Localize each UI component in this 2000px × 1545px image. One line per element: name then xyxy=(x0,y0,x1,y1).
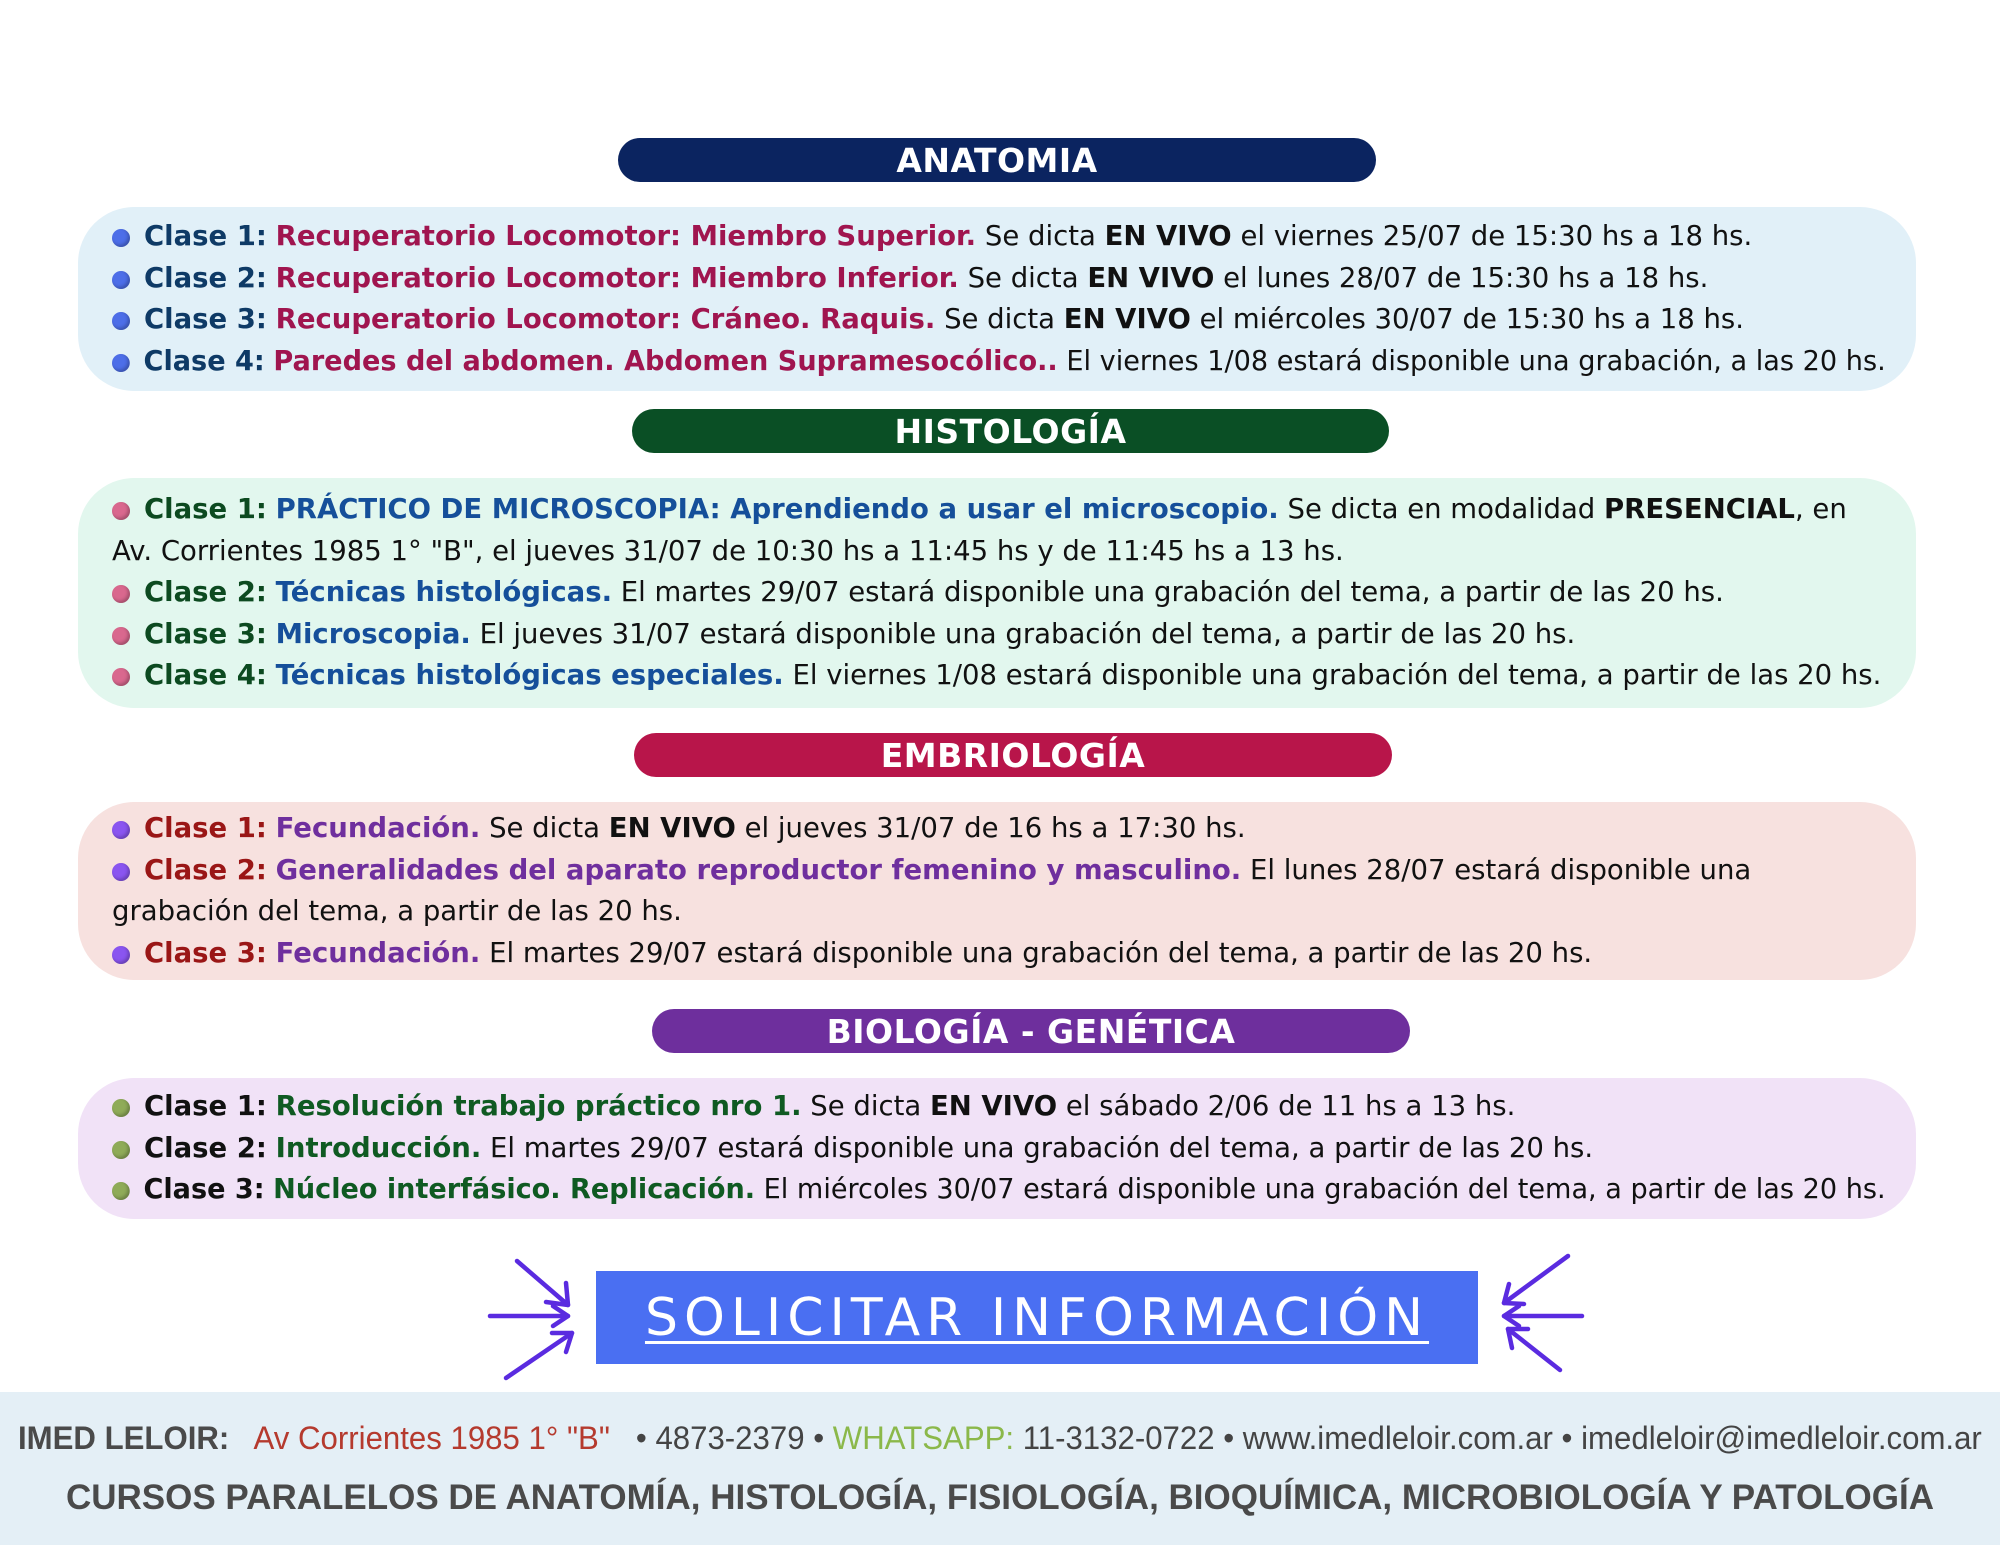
cta-label: SOLICITAR INFORMACIÓN xyxy=(644,1287,1430,1348)
right-arrow-group-icon xyxy=(1504,1256,1582,1370)
class-label: Clase 4: xyxy=(143,344,265,377)
class-detail: Se dicta en modalidad xyxy=(1287,493,1596,526)
class-detail: El jueves 31/07 estará disponible una grabación del tema, a partir de las 20 hs. xyxy=(479,617,1576,650)
class-detail: Se dicta xyxy=(944,303,1056,335)
class-label: Clase 4: xyxy=(144,659,267,692)
class-topic: Recuperatorio Locomotor: Miembro Inferior. xyxy=(275,261,959,294)
class-topic: Generalidades del aparato reproductor femenino y masculino. xyxy=(275,853,1242,886)
class-detail: El martes 29/07 estará disponible una grabación del tema, a partir de las 20 hs. xyxy=(620,576,1724,609)
solicitar-informacion-button[interactable] xyxy=(590,1265,1484,1370)
class-topic: Recuperatorio Locomotor: Miembro Superior. xyxy=(275,220,977,252)
class-topic: Técnicas histológicas. xyxy=(275,576,613,609)
class-mode: EN VIVO xyxy=(1104,220,1232,252)
class-detail: el miércoles 30/07 de 15:30 hs a 18 hs. xyxy=(1199,303,1744,335)
class-detail: el viernes 25/07 de 15:30 hs a 18 hs. xyxy=(1240,220,1753,252)
class-detail: Se dicta xyxy=(489,812,601,844)
class-topic: PRÁCTICO DE MICROSCOPIA: Aprendiendo a usar el microscopio. xyxy=(275,493,1279,526)
class-topic: Núcleo interfásico. Replicación. xyxy=(273,1173,756,1206)
class-topic: Fecundación. xyxy=(275,936,481,969)
class-detail: Se dicta xyxy=(967,261,1079,294)
class-detail: El martes 29/07 estará disponible una grabación del tema, a partir de las 20 hs. xyxy=(490,1131,1594,1164)
class-topic: Resolución trabajo práctico nro 1. xyxy=(275,1090,802,1123)
footer-phone: • 4873-2379 • xyxy=(635,1420,825,1456)
class-detail: el lunes 28/07 de 15:30 hs a 18 hs. xyxy=(1223,261,1709,294)
class-detail: el sábado 2/06 de 11 hs a 13 hs. xyxy=(1065,1090,1516,1123)
class-detail: Se dicta xyxy=(984,220,1096,252)
class-detail: El lunes 28/07 estará disponible una grabación del tema, a partir de las 20 hs. xyxy=(112,853,1752,927)
class-mode: EN VIVO xyxy=(1087,261,1215,294)
footer-contact-line xyxy=(18,1420,1982,1457)
class-mode: EN VIVO xyxy=(608,812,736,844)
class-detail: El miércoles 30/07 estará disponible una grabación del tema, a partir de las 20 hs. xyxy=(763,1173,1886,1206)
class-label: Clase 1: xyxy=(144,812,267,844)
class-topic: Técnicas histológicas especiales. xyxy=(275,659,784,692)
class-detail: , en Av. Corrientes 1985 1° "B", el jueves 31/07 de 10:30 hs a 11:45 hs y de 11:45 hs a 13 hs. xyxy=(112,493,1847,567)
class-label: Clase 2: xyxy=(144,1131,267,1164)
class-mode: EN VIVO xyxy=(1063,303,1191,335)
class-detail: el jueves 31/07 de 16 hs a 17:30 hs. xyxy=(744,812,1246,844)
section-title-embriologia: EMBRIOLOGÍA xyxy=(634,733,1392,777)
class-label: Clase 2: xyxy=(144,853,267,886)
class-mode: EN VIVO xyxy=(930,1090,1058,1123)
class-label: Clase 3: xyxy=(143,1173,265,1206)
left-arrow-group-icon xyxy=(490,1261,572,1378)
section-title-anatomia: ANATOMIA xyxy=(618,138,1376,182)
class-label: Clase 1: xyxy=(144,220,267,252)
footer-address: Av Corrientes 1985 1° "B" xyxy=(253,1420,610,1456)
class-topic: Paredes del abdomen. Abdomen Supramesocólico.. xyxy=(273,344,1058,377)
class-topic: Recuperatorio Locomotor: Cráneo. Raquis. xyxy=(275,303,936,335)
class-detail: Se dicta xyxy=(810,1090,922,1123)
class-topic: Microscopia. xyxy=(275,617,471,650)
class-label: Clase 3: xyxy=(144,617,267,650)
section-title-histologia: HISTOLOGÍA xyxy=(632,409,1389,453)
footer-whatsapp[interactable]: 11-3132-0722 xyxy=(1022,1420,1215,1456)
class-label: Clase 1: xyxy=(144,493,267,526)
class-detail: El martes 29/07 estará disponible una grabación del tema, a partir de las 20 hs. xyxy=(489,936,1593,969)
class-topic: Introducción. xyxy=(275,1131,482,1164)
footer-whatsapp-label: WHATSAPP: xyxy=(832,1420,1015,1456)
class-label: Clase 3: xyxy=(144,303,267,335)
class-topic: Fecundación. xyxy=(275,812,481,844)
class-label: Clase 3: xyxy=(144,936,267,969)
class-mode: PRESENCIAL xyxy=(1604,493,1795,526)
footer-courses-text: CURSOS PARALELOS DE ANATOMÍA, HISTOLOGÍA, FISIOLOGÍA, BIOQUÍMICA, MICROBIOLOGÍA Y PATOLOGÍA xyxy=(65,1478,1935,1517)
class-detail: El viernes 1/08 estará disponible una grabación, a las 20 hs. xyxy=(1066,344,1886,377)
class-label: Clase 1: xyxy=(144,1090,267,1123)
class-label: Clase 2: xyxy=(144,261,267,294)
footer-courses xyxy=(0,1478,2000,1518)
class-label: Clase 2: xyxy=(144,576,267,609)
section-title-biologia: BIOLOGÍA - GENÉTICA xyxy=(652,1009,1410,1053)
footer-email[interactable]: imedleloir@imedleloir.com.ar xyxy=(1581,1420,1982,1456)
footer-brand: IMED LELOIR: xyxy=(18,1420,230,1456)
footer-web[interactable]: • www.imedleloir.com.ar • xyxy=(1223,1420,1573,1456)
footer xyxy=(0,1392,2000,1545)
class-detail: El viernes 1/08 estará disponible una grabación del tema, a partir de las 20 hs. xyxy=(792,659,1882,692)
